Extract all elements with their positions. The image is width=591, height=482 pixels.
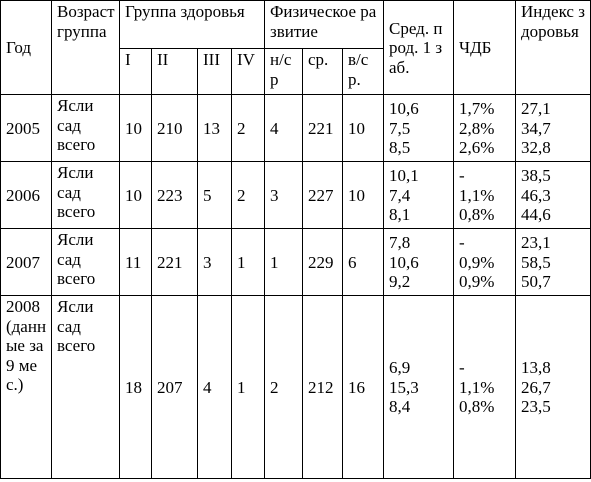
group-cell: Ясли сад всего (52, 296, 120, 479)
health-iv-cell: 1 (232, 229, 265, 296)
health-iii-cell: 3 (198, 229, 232, 296)
chdb-cell: - 0,9% 0,9% (454, 229, 516, 296)
group-cell: Ясли сад всего (52, 95, 120, 162)
physical-low-cell: 2 (265, 296, 303, 479)
header-physical-col: н/ср (265, 49, 303, 95)
health-index-cell: 13,8 26,7 23,5 (516, 296, 591, 479)
group-cell: Ясли сад всего (52, 162, 120, 229)
header-health-col: III (198, 49, 232, 95)
table-row (1, 296, 591, 479)
year-cell: 2005 (1, 95, 52, 162)
header-year: Год (1, 1, 52, 95)
physical-high-cell: 10 (343, 162, 384, 229)
year-cell: 2006 (1, 162, 52, 229)
table-row (1, 229, 591, 296)
health-i-cell: 18 (120, 296, 152, 479)
health-iv-cell: 2 (232, 162, 265, 229)
header-physical-development: Физическое развитие (265, 1, 384, 49)
physical-avg-cell: 227 (303, 162, 343, 229)
year-cell: 2007 (1, 229, 52, 296)
health-index-cell: 38,5 46,3 44,6 (516, 162, 591, 229)
table-row (1, 95, 591, 162)
health-ii-cell: 221 (152, 229, 198, 296)
chdb-cell: 1,7% 2,8% 2,6% (454, 95, 516, 162)
physical-avg-cell: 221 (303, 95, 343, 162)
health-iii-cell: 13 (198, 95, 232, 162)
health-i-cell: 10 (120, 95, 152, 162)
health-iv-cell: 2 (232, 95, 265, 162)
avg-duration-cell: 7,8 10,6 9,2 (384, 229, 454, 296)
health-ii-cell: 210 (152, 95, 198, 162)
health-iv-cell: 1 (232, 296, 265, 479)
header-physical-col: ср. (303, 49, 343, 95)
avg-duration-cell: 10,1 7,4 8,1 (384, 162, 454, 229)
year-cell: 2008 (данные за 9 мес.) (1, 296, 52, 479)
physical-high-cell: 6 (343, 229, 384, 296)
header-row-1 (1, 1, 591, 49)
health-ii-cell: 223 (152, 162, 198, 229)
header-health-group: Группа здоровья (120, 1, 265, 49)
physical-avg-cell: 212 (303, 296, 343, 479)
physical-high-cell: 10 (343, 95, 384, 162)
avg-duration-cell: 6,9 15,3 8,4 (384, 296, 454, 479)
health-i-cell: 11 (120, 229, 152, 296)
header-age-group: Возраст группа (52, 1, 120, 95)
health-index-cell: 23,1 58,5 50,7 (516, 229, 591, 296)
health-ii-cell: 207 (152, 296, 198, 479)
physical-low-cell: 1 (265, 229, 303, 296)
header-health-index: Индекс здоровья (516, 1, 591, 95)
group-cell: Ясли сад всего (52, 229, 120, 296)
physical-low-cell: 4 (265, 95, 303, 162)
header-health-col: I (120, 49, 152, 95)
health-iii-cell: 4 (198, 296, 232, 479)
header-health-col: IV (232, 49, 265, 95)
physical-low-cell: 3 (265, 162, 303, 229)
chdb-cell: - 1,1% 0,8% (454, 162, 516, 229)
health-index-cell: 27,1 34,7 32,8 (516, 95, 591, 162)
chdb-cell: - 1,1% 0,8% (454, 296, 516, 479)
table-row (1, 162, 591, 229)
header-health-col: II (152, 49, 198, 95)
health-iii-cell: 5 (198, 162, 232, 229)
avg-duration-cell: 10,6 7,5 8,5 (384, 95, 454, 162)
header-avg-duration: Сред. прод. 1 заб. (384, 1, 454, 95)
header-chdb: ЧДБ (454, 1, 516, 95)
physical-high-cell: 16 (343, 296, 384, 479)
health-i-cell: 10 (120, 162, 152, 229)
physical-avg-cell: 229 (303, 229, 343, 296)
header-physical-col: в/ср. (343, 49, 384, 95)
